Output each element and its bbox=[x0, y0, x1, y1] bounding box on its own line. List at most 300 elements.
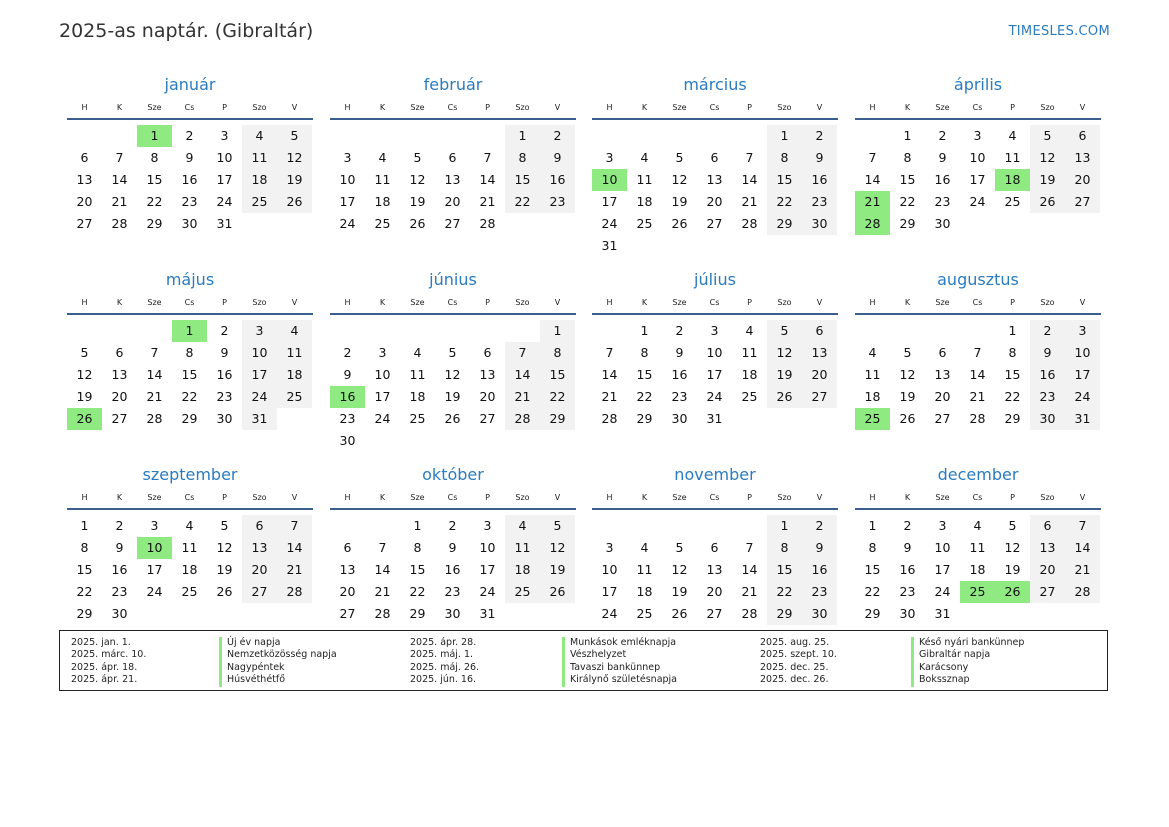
day-cell: 27 bbox=[706, 606, 723, 621]
day-cell: 31 bbox=[479, 606, 496, 621]
holiday-legend bbox=[59, 630, 1108, 691]
day-cell: 2 bbox=[675, 323, 684, 338]
day-cell: 11 bbox=[374, 172, 391, 187]
legend-date: 2025. ápr. 21. bbox=[71, 674, 138, 686]
legend-holiday-name: Bokssznap bbox=[911, 674, 1024, 686]
weekday-label: Sze bbox=[147, 103, 162, 112]
day-cell: 1 bbox=[80, 518, 89, 533]
day-cell: 17 bbox=[479, 562, 496, 577]
day-cell: 24 bbox=[242, 386, 277, 408]
day-cell: 26 bbox=[671, 606, 688, 621]
day-cell: 18 bbox=[741, 367, 758, 382]
day-cell: 5 bbox=[675, 150, 684, 165]
month-weeks bbox=[592, 515, 838, 625]
day-cell: 26 bbox=[540, 581, 575, 603]
empty-cell bbox=[330, 515, 365, 537]
week-row bbox=[67, 320, 313, 342]
day-cell: 10 bbox=[601, 562, 618, 577]
day-cell: 10 bbox=[137, 537, 172, 559]
day-cell: 8 bbox=[903, 150, 912, 165]
day-cell: 22 bbox=[767, 191, 802, 213]
legend-date: 2025. jan. 1. bbox=[71, 637, 131, 648]
day-cell: 23 bbox=[444, 584, 461, 599]
day-cell: 28 bbox=[741, 216, 758, 231]
week-row bbox=[67, 408, 313, 430]
day-cell: 27 bbox=[242, 581, 277, 603]
day-cell: 23 bbox=[339, 411, 356, 426]
weekday-label: H bbox=[81, 103, 88, 112]
day-cell: 27 bbox=[1065, 191, 1100, 213]
empty-cell bbox=[732, 515, 767, 537]
day-cell: 22 bbox=[864, 584, 881, 599]
day-cell: 4 bbox=[277, 320, 312, 342]
day-cell: 17 bbox=[601, 584, 618, 599]
day-cell: 24 bbox=[146, 584, 163, 599]
day-cell: 31 bbox=[601, 238, 618, 253]
day-cell: 19 bbox=[409, 194, 426, 209]
day-cell: 5 bbox=[767, 320, 802, 342]
day-cell: 16 bbox=[802, 169, 837, 191]
month-name: január bbox=[164, 75, 216, 94]
day-cell: 22 bbox=[76, 584, 93, 599]
day-cell: 10 bbox=[706, 345, 723, 360]
month-weeks bbox=[67, 515, 313, 625]
week-row bbox=[330, 320, 576, 342]
legend-holiday-name: Királynő születésnapja bbox=[562, 674, 677, 686]
weekday-label: K bbox=[641, 103, 648, 112]
day-cell: 9 bbox=[802, 537, 837, 559]
week-row bbox=[67, 191, 313, 213]
day-cell: 14 bbox=[741, 172, 758, 187]
day-cell: 12 bbox=[540, 537, 575, 559]
day-cell: 22 bbox=[409, 584, 426, 599]
week-row bbox=[67, 386, 313, 408]
month-1 bbox=[67, 74, 313, 235]
day-cell: 12 bbox=[1030, 147, 1065, 169]
day-cell: 27 bbox=[76, 216, 93, 231]
month-name: március bbox=[683, 75, 747, 94]
weekday-label: V bbox=[554, 103, 561, 112]
week-row bbox=[330, 213, 576, 235]
day-cell: 13 bbox=[802, 342, 837, 364]
day-cell: 26 bbox=[899, 411, 916, 426]
day-cell: 28 bbox=[855, 213, 890, 235]
empty-cell bbox=[662, 235, 697, 257]
month-weeks bbox=[592, 320, 838, 430]
day-cell: 2 bbox=[1030, 320, 1065, 342]
weekday-header bbox=[855, 293, 1101, 315]
weekday-label: H bbox=[606, 298, 613, 307]
day-cell: 28 bbox=[111, 216, 128, 231]
month-12 bbox=[855, 464, 1101, 625]
month-5 bbox=[67, 269, 313, 430]
day-cell: 3 bbox=[242, 320, 277, 342]
weekday-label: P bbox=[1010, 298, 1015, 307]
day-cell: 20 bbox=[1030, 559, 1065, 581]
empty-cell bbox=[732, 235, 767, 257]
day-cell: 6 bbox=[802, 320, 837, 342]
day-cell: 11 bbox=[242, 147, 277, 169]
day-cell: 26 bbox=[409, 216, 426, 231]
month-weeks bbox=[330, 320, 576, 452]
day-cell: 8 bbox=[413, 540, 422, 555]
day-cell: 29 bbox=[767, 213, 802, 235]
day-cell: 15 bbox=[864, 562, 881, 577]
day-cell: 18 bbox=[505, 559, 540, 581]
weekday-label: Sze bbox=[672, 493, 687, 502]
day-cell: 7 bbox=[605, 345, 614, 360]
day-cell: 22 bbox=[181, 389, 198, 404]
day-cell: 16 bbox=[802, 559, 837, 581]
day-cell: 24 bbox=[706, 389, 723, 404]
weekday-label: H bbox=[344, 493, 351, 502]
day-cell: 25 bbox=[960, 581, 995, 603]
weekday-label: K bbox=[379, 493, 386, 502]
day-cell: 4 bbox=[745, 323, 754, 338]
day-cell: 29 bbox=[864, 606, 881, 621]
week-row bbox=[67, 559, 313, 581]
day-cell: 1 bbox=[868, 518, 877, 533]
empty-cell bbox=[505, 320, 540, 342]
week-row bbox=[592, 581, 838, 603]
day-cell: 3 bbox=[483, 518, 492, 533]
day-cell: 9 bbox=[185, 150, 194, 165]
empty-cell bbox=[277, 408, 312, 430]
day-cell: 14 bbox=[969, 367, 986, 382]
legend-date: 2025. jún. 16. bbox=[410, 674, 477, 686]
weekday-label: V bbox=[816, 493, 823, 502]
month-name: február bbox=[423, 75, 483, 94]
day-cell: 7 bbox=[868, 150, 877, 165]
weekday-label: P bbox=[485, 103, 490, 112]
day-cell: 6 bbox=[938, 345, 947, 360]
week-row bbox=[592, 515, 838, 537]
day-cell: 5 bbox=[1030, 125, 1065, 147]
day-cell: 15 bbox=[146, 172, 163, 187]
legend-names-col-1 bbox=[219, 637, 337, 687]
week-row bbox=[855, 364, 1101, 386]
day-cell: 28 bbox=[479, 216, 496, 231]
day-cell: 26 bbox=[767, 386, 802, 408]
week-row bbox=[67, 213, 313, 235]
month-name: április bbox=[953, 75, 1003, 94]
day-cell: 21 bbox=[969, 389, 986, 404]
week-row bbox=[592, 364, 838, 386]
day-cell: 6 bbox=[242, 515, 277, 537]
week-row bbox=[592, 235, 838, 257]
day-cell: 17 bbox=[601, 194, 618, 209]
day-cell: 31 bbox=[1065, 408, 1100, 430]
day-cell: 25 bbox=[505, 581, 540, 603]
day-cell: 14 bbox=[601, 367, 618, 382]
weekday-label: H bbox=[344, 298, 351, 307]
day-cell: 20 bbox=[802, 364, 837, 386]
weekday-label: V bbox=[554, 298, 561, 307]
day-cell: 19 bbox=[1004, 562, 1021, 577]
day-cell: 1 bbox=[903, 128, 912, 143]
legend-names-col-3 bbox=[911, 637, 1024, 687]
day-cell: 26 bbox=[995, 581, 1030, 603]
day-cell: 1 bbox=[505, 125, 540, 147]
weekday-label: Cs bbox=[709, 493, 720, 502]
day-cell: 2 bbox=[540, 125, 575, 147]
empty-cell bbox=[802, 235, 837, 257]
empty-cell bbox=[697, 125, 732, 147]
week-row bbox=[855, 342, 1101, 364]
weekday-header bbox=[330, 293, 576, 315]
day-cell: 15 bbox=[409, 562, 426, 577]
weekday-label: V bbox=[291, 103, 298, 112]
day-cell: 2 bbox=[115, 518, 124, 533]
week-row bbox=[67, 364, 313, 386]
day-cell: 20 bbox=[934, 389, 951, 404]
empty-cell bbox=[470, 320, 505, 342]
week-row bbox=[330, 342, 576, 364]
day-cell: 12 bbox=[671, 562, 688, 577]
weekday-label: H bbox=[344, 103, 351, 112]
day-cell: 12 bbox=[409, 172, 426, 187]
weekday-label: Sze bbox=[410, 493, 425, 502]
empty-cell bbox=[365, 515, 400, 537]
week-row bbox=[855, 213, 1101, 235]
empty-cell bbox=[960, 213, 995, 235]
day-cell: 22 bbox=[636, 389, 653, 404]
day-cell: 15 bbox=[1004, 367, 1021, 382]
day-cell: 10 bbox=[242, 342, 277, 364]
empty-cell bbox=[435, 320, 470, 342]
day-cell: 5 bbox=[540, 515, 575, 537]
empty-cell bbox=[365, 320, 400, 342]
month-weeks bbox=[67, 320, 313, 430]
week-row bbox=[592, 125, 838, 147]
day-cell: 17 bbox=[242, 364, 277, 386]
day-cell: 18 bbox=[409, 389, 426, 404]
day-cell: 14 bbox=[1065, 537, 1100, 559]
day-cell: 2 bbox=[802, 125, 837, 147]
day-cell: 3 bbox=[605, 150, 614, 165]
day-cell: 8 bbox=[505, 147, 540, 169]
day-cell: 3 bbox=[973, 128, 982, 143]
day-cell: 26 bbox=[67, 408, 102, 430]
month-8 bbox=[855, 269, 1101, 430]
day-cell: 16 bbox=[444, 562, 461, 577]
weekday-label: Cs bbox=[184, 298, 195, 307]
day-cell: 27 bbox=[339, 606, 356, 621]
day-cell: 19 bbox=[76, 389, 93, 404]
weekday-label: K bbox=[379, 298, 386, 307]
day-cell: 11 bbox=[277, 342, 312, 364]
day-cell: 5 bbox=[675, 540, 684, 555]
day-cell: 25 bbox=[374, 216, 391, 231]
day-cell: 13 bbox=[1065, 147, 1100, 169]
weekday-label: P bbox=[222, 493, 227, 502]
day-cell: 7 bbox=[1065, 515, 1100, 537]
day-cell: 21 bbox=[111, 194, 128, 209]
day-cell: 18 bbox=[181, 562, 198, 577]
day-cell: 10 bbox=[374, 367, 391, 382]
weekday-label: Szo bbox=[777, 103, 792, 112]
day-cell: 17 bbox=[934, 562, 951, 577]
week-row bbox=[330, 537, 576, 559]
day-cell: 27 bbox=[934, 411, 951, 426]
day-cell: 12 bbox=[671, 172, 688, 187]
day-cell: 7 bbox=[745, 150, 754, 165]
empty-cell bbox=[855, 320, 890, 342]
month-name: június bbox=[429, 270, 477, 289]
weekday-header bbox=[855, 488, 1101, 510]
empty-cell bbox=[697, 515, 732, 537]
day-cell: 23 bbox=[540, 191, 575, 213]
empty-cell bbox=[1065, 603, 1100, 625]
brand-link[interactable]: TIMESLES.COM bbox=[1008, 24, 1110, 39]
empty-cell bbox=[102, 320, 137, 342]
day-cell: 12 bbox=[216, 540, 233, 555]
day-cell: 21 bbox=[146, 389, 163, 404]
day-cell: 8 bbox=[767, 537, 802, 559]
day-cell: 14 bbox=[111, 172, 128, 187]
weekday-label: Szo bbox=[777, 493, 792, 502]
empty-cell bbox=[960, 603, 995, 625]
empty-cell bbox=[505, 430, 540, 452]
week-row bbox=[855, 147, 1101, 169]
weekday-label: Cs bbox=[447, 103, 458, 112]
day-cell: 20 bbox=[444, 194, 461, 209]
week-row bbox=[330, 364, 576, 386]
day-cell: 18 bbox=[277, 364, 312, 386]
day-cell: 11 bbox=[505, 537, 540, 559]
day-cell: 30 bbox=[934, 216, 951, 231]
day-cell: 27 bbox=[111, 411, 128, 426]
weekday-label: Szo bbox=[777, 298, 792, 307]
empty-cell bbox=[400, 430, 435, 452]
week-row bbox=[855, 191, 1101, 213]
month-9 bbox=[67, 464, 313, 625]
day-cell: 28 bbox=[505, 408, 540, 430]
day-cell: 5 bbox=[80, 345, 89, 360]
weekday-header bbox=[67, 488, 313, 510]
day-cell: 23 bbox=[671, 389, 688, 404]
day-cell: 7 bbox=[150, 345, 159, 360]
day-cell: 4 bbox=[640, 150, 649, 165]
day-cell: 17 bbox=[1065, 364, 1100, 386]
weekday-header bbox=[855, 98, 1101, 120]
day-cell: 21 bbox=[479, 194, 496, 209]
month-weeks bbox=[67, 125, 313, 235]
day-cell: 15 bbox=[899, 172, 916, 187]
day-cell: 20 bbox=[76, 194, 93, 209]
day-cell: 30 bbox=[671, 411, 688, 426]
weekday-label: H bbox=[869, 493, 876, 502]
day-cell: 31 bbox=[934, 606, 951, 621]
day-cell: 26 bbox=[671, 216, 688, 231]
weekday-label: H bbox=[606, 103, 613, 112]
week-row bbox=[330, 603, 576, 625]
weekday-label: K bbox=[641, 493, 648, 502]
day-cell: 12 bbox=[899, 367, 916, 382]
day-cell: 24 bbox=[374, 411, 391, 426]
day-cell: 1 bbox=[413, 518, 422, 533]
day-cell: 20 bbox=[111, 389, 128, 404]
empty-cell bbox=[172, 603, 207, 625]
day-cell: 25 bbox=[242, 191, 277, 213]
empty-cell bbox=[1030, 213, 1065, 235]
day-cell: 24 bbox=[216, 194, 233, 209]
day-cell: 9 bbox=[675, 345, 684, 360]
day-cell: 13 bbox=[76, 172, 93, 187]
month-weeks bbox=[592, 125, 838, 257]
month-name: szeptember bbox=[142, 465, 238, 484]
week-row bbox=[592, 147, 838, 169]
day-cell: 16 bbox=[899, 562, 916, 577]
weekday-label: Cs bbox=[447, 493, 458, 502]
day-cell: 2 bbox=[185, 128, 194, 143]
weekday-label: V bbox=[1079, 493, 1086, 502]
legend-date: 2025. máj. 1. bbox=[410, 649, 474, 661]
day-cell: 10 bbox=[934, 540, 951, 555]
empty-cell bbox=[277, 603, 312, 625]
legend-holiday-name: Új év napja bbox=[219, 637, 337, 649]
weekday-header bbox=[592, 98, 838, 120]
day-cell: 13 bbox=[242, 537, 277, 559]
day-cell: 9 bbox=[1030, 342, 1065, 364]
day-cell: 4 bbox=[640, 540, 649, 555]
day-cell: 13 bbox=[706, 562, 723, 577]
day-cell: 13 bbox=[1030, 537, 1065, 559]
weekday-header bbox=[592, 293, 838, 315]
day-cell: 1 bbox=[1008, 323, 1017, 338]
legend-date: 2025. szept. 10. bbox=[760, 649, 837, 661]
day-cell: 21 bbox=[1065, 559, 1100, 581]
day-cell: 23 bbox=[181, 194, 198, 209]
day-cell: 17 bbox=[339, 194, 356, 209]
day-cell: 6 bbox=[710, 540, 719, 555]
day-cell: 12 bbox=[444, 367, 461, 382]
day-cell: 19 bbox=[671, 194, 688, 209]
day-cell: 25 bbox=[636, 606, 653, 621]
weekday-label: H bbox=[606, 493, 613, 502]
day-cell: 8 bbox=[540, 342, 575, 364]
weekday-label: Cs bbox=[972, 493, 983, 502]
weekday-label: K bbox=[904, 103, 911, 112]
empty-cell bbox=[435, 430, 470, 452]
day-cell: 4 bbox=[185, 518, 194, 533]
legend-holiday-name: Vészhelyzet bbox=[562, 649, 677, 661]
empty-cell bbox=[137, 603, 172, 625]
day-cell: 2 bbox=[343, 345, 352, 360]
day-cell: 30 bbox=[216, 411, 233, 426]
weekday-label: K bbox=[904, 298, 911, 307]
week-row bbox=[67, 342, 313, 364]
week-row bbox=[855, 408, 1101, 430]
empty-cell bbox=[400, 125, 435, 147]
legend-dates-col-1 bbox=[71, 637, 146, 687]
day-cell: 20 bbox=[706, 584, 723, 599]
day-cell: 25 bbox=[636, 216, 653, 231]
day-cell: 15 bbox=[76, 562, 93, 577]
weekday-label: Szo bbox=[515, 493, 530, 502]
legend-dates-col-3 bbox=[760, 637, 837, 687]
month-name: november bbox=[674, 465, 756, 484]
day-cell: 30 bbox=[802, 213, 837, 235]
empty-cell bbox=[102, 125, 137, 147]
day-cell: 3 bbox=[710, 323, 719, 338]
day-cell: 5 bbox=[1008, 518, 1017, 533]
day-cell: 12 bbox=[767, 342, 802, 364]
day-cell: 7 bbox=[973, 345, 982, 360]
day-cell: 16 bbox=[1030, 364, 1065, 386]
day-cell: 1 bbox=[137, 125, 172, 147]
week-row bbox=[592, 559, 838, 581]
